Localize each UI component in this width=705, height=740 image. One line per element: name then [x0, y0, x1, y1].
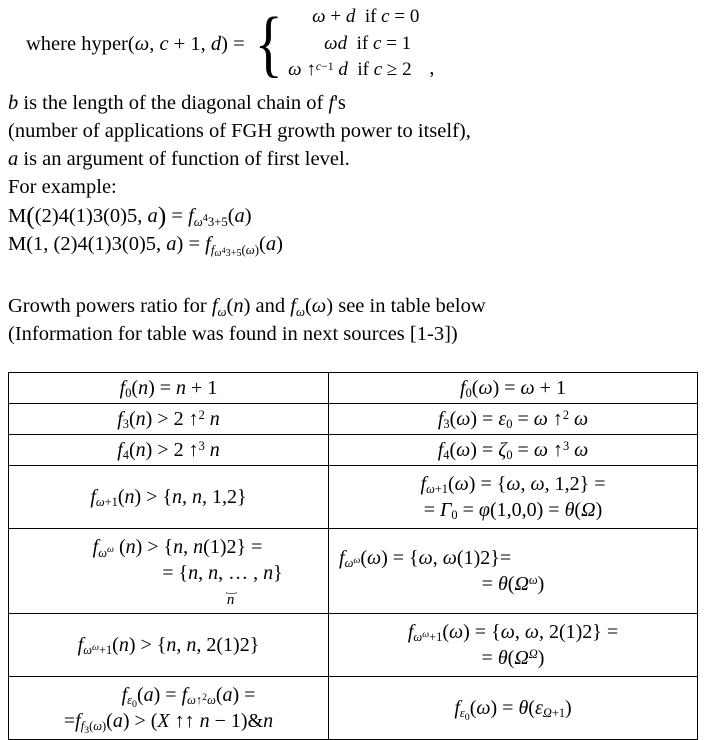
table-cell-left: $f_0(n) = n + 1$ [9, 373, 329, 404]
hyper-case-2: ωd if c = 1 [324, 32, 412, 54]
hyper-case-3: ω ↑$^{c-1}$ d if c ≥ 2 [288, 59, 412, 81]
table-cell-left: $f_{\omega^\omega+1}(n) > \{n$, n, 2(1)2} [9, 614, 329, 677]
paragraph-for-example: For example: [8, 176, 117, 198]
growth-powers-table [8, 372, 698, 740]
table-cell-left: $f_{\varepsilon_0}(a) = f_{\omega↑^2\omega}(a)$ = $=f_{f_3(\omega)}(a) > (X$ ↑↑ n − 1)&n [9, 677, 329, 740]
paragraph-b-definition: b is the length of the diagonal chain of f's [8, 92, 346, 114]
example-equation-1: M((2)4(1)3(0)5, $a) = f_{\omega^43+5}(a)$ [8, 201, 252, 230]
table-cell-left: $f_{\omega+1}(n) > \{n$, n, 1,2} [9, 466, 329, 529]
hyper-case-1: ω + d if c = 0 [312, 5, 420, 27]
hyper-equation [8, 0, 698, 88]
hyper-trailing-comma: , [429, 57, 435, 79]
underbrace-label: n [226, 591, 235, 608]
table-row [9, 614, 698, 677]
table-cell-left: $f_{\omega^\omega}$ (n) > {n, n(1)2} = = {n, n, … , n} ⏟ n [9, 529, 329, 614]
table-cell-right: $f_0(\omega) = \omega + 1$ [329, 373, 698, 404]
table-cell-right: $f_{\omega+1}(\omega) = \{\omega$, ω, 1,2} = = $\Gamma_0 = \varphi(1,0,0) = \theta(\Omega)$ [329, 466, 698, 529]
table-cell-right: $f_{\omega^\omega}(\omega) = \{\omega$, ω(1)2}= = $\theta(\Omega^\omega)$ [329, 529, 698, 614]
table-row [9, 677, 698, 740]
underbrace-group: {n, n, … , n} ⏟ n [179, 560, 283, 607]
table-cell-right: $f_3(\omega) = \varepsilon_0 = \omega$ ↑$^2$ ω [329, 404, 698, 435]
table-cell-right: $f_{\varepsilon_0}(\omega) = \theta(\varepsilon_{\Omega+1})$ [329, 677, 698, 740]
table-cell-right: $f_4(\omega) = \zeta_0 = \omega$ ↑$^3$ ω [329, 435, 698, 466]
hyper-lead-text: where hyper(ω, c + 1, d) = [26, 32, 245, 55]
table-intro-line-2: (Information for table was found in next sources [1-3]) [8, 323, 458, 345]
table-cell-left: $f_4(n) > 2$ ↑$^3$ n [9, 435, 329, 466]
table-row [9, 529, 698, 614]
table-cell-right: $f_{\omega^\omega+1}(\omega) = \{\omega$, ω, 2(1)2} = = $\theta(\Omega^\Omega)$ [329, 614, 698, 677]
paragraph-fgh-note: (number of applications of FGH growth power to itself), [8, 120, 471, 142]
table-row [9, 404, 698, 435]
hyper-cases [288, 4, 419, 85]
left-brace-glyph: { [254, 2, 283, 85]
underbrace-glyph: ⏟ [224, 585, 237, 594]
table-row [9, 435, 698, 466]
table-row [9, 373, 698, 404]
example-equation-2: M(1, (2)4(1)3(0)5, $a) = f_{f_{\omega^43+5}(\omega)}(a)$ [8, 233, 283, 260]
table-cell-left: $f_3(n) > 2$ ↑$^2$ n [9, 404, 329, 435]
table-intro-line-1: Growth powers ratio for $f_\omega(n)$ and $f_\omega(\omega)$ see in table below [8, 295, 486, 319]
table-row [9, 466, 698, 529]
hyper-definition-block [8, 0, 698, 88]
paragraph-a-definition: a is an argument of function of first level. [8, 148, 350, 170]
